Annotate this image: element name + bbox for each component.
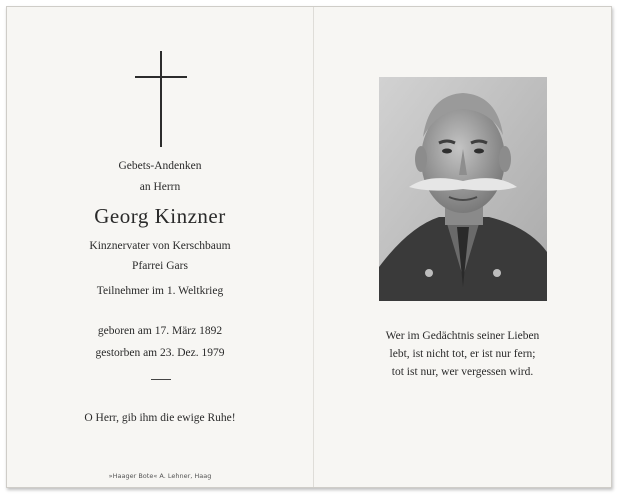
- heading: Gebets-Andenken: [118, 160, 202, 172]
- verse-line-3: tot ist nur, wer vergessen wird.: [391, 366, 534, 378]
- separator-dash: [151, 379, 171, 380]
- deceased-name: Georg Kinzner: [94, 204, 226, 228]
- prayer-line: O Herr, gib ihm die ewige Ruhe!: [84, 412, 236, 424]
- verse-line-1: Wer im Gedächtnis seiner Lieben: [385, 330, 540, 342]
- verse-line-2: lebt, ist nicht tot, er ist nur fern;: [389, 348, 536, 360]
- memorial-card: [6, 6, 612, 488]
- cross-icon: [135, 51, 187, 147]
- parish-line: Pfarrei Gars: [132, 260, 188, 272]
- death-date: gestorben am 23. Dez. 1979: [95, 347, 225, 359]
- role-line: Kinznervater von Kerschbaum: [89, 240, 231, 252]
- left-panel: [7, 7, 313, 487]
- salutation: an Herrn: [139, 181, 181, 193]
- portrait-photo: [379, 77, 547, 301]
- card-fold: [313, 7, 314, 487]
- birth-date: geboren am 17. März 1892: [97, 325, 223, 337]
- note-line: Teilnehmer im 1. Weltkrieg: [96, 285, 224, 297]
- printer-credit: »Haager Bote« A. Lehner, Haag: [108, 472, 212, 480]
